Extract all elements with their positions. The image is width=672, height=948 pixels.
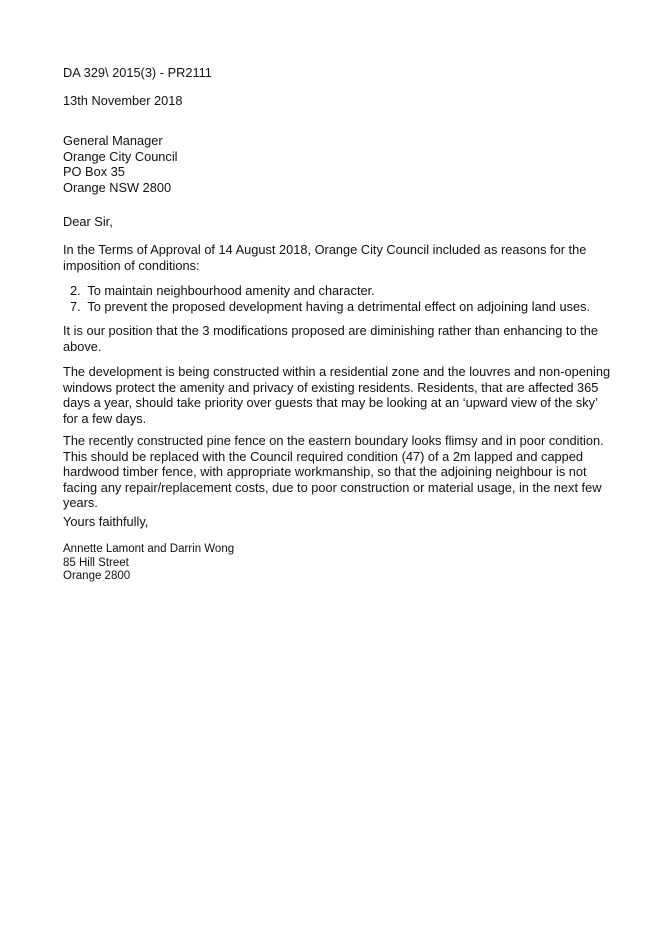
recipient-line: PO Box 35 (63, 164, 125, 179)
position-paragraph: It is our position that the 3 modifications proposed are diminishing rather than enhancing to the above. (63, 323, 598, 354)
signature-street: 85 Hill Street (63, 556, 129, 569)
recipient-line: General Manager (63, 133, 163, 148)
intro-paragraph: In the Terms of Approval of 14 August 2018, Orange City Council included as reasons for the imposition of conditions: (63, 242, 587, 273)
conditions-list (70, 283, 590, 314)
salutation: Dear Sir, (63, 214, 113, 229)
development-paragraph: The development is being constructed within a residential zone and the louvres and non-opening windows protect the amenity and privacy of existing residents. Residents, that are affected 365 days a year, should take priority over guests that may be looking at an ‘upward view of the sky’ for a few days. (63, 364, 611, 426)
condition-text: To maintain neighbourhood amenity and character. (87, 283, 375, 298)
signature-town: Orange 2800 (63, 570, 131, 582)
reference-number: DA 329\ 2015(3) - PR2111 (63, 65, 212, 80)
condition-number: 2. (70, 283, 81, 298)
condition-number: 7. (70, 298, 81, 314)
condition-text: To prevent the proposed development having a detrimental effect on adjoining land uses. (87, 298, 591, 314)
closing: Yours faithfully, (63, 514, 149, 529)
signature-block (63, 543, 234, 584)
recipient-line: Orange NSW 2800 (63, 179, 172, 195)
letter-date: 13th November 2018 (63, 93, 183, 108)
fence-paragraph: The recently constructed pine fence on the eastern boundary looks flimsy and in poor condition. This should be replaced with the Council required condition (47) of a 2m lapped and capped hardwood timber fence, with appropriate workmanship, so that the adjoining neighbour is not facing any repair/replacement costs, due to poor construction or material usage, in the next few years. (63, 433, 604, 510)
condition-item (70, 283, 590, 299)
signature-names: Annette Lamont and Darrin Wong (63, 543, 235, 555)
recipient-address (63, 133, 178, 195)
condition-item (70, 299, 590, 315)
recipient-line: Orange City Council (63, 148, 178, 164)
